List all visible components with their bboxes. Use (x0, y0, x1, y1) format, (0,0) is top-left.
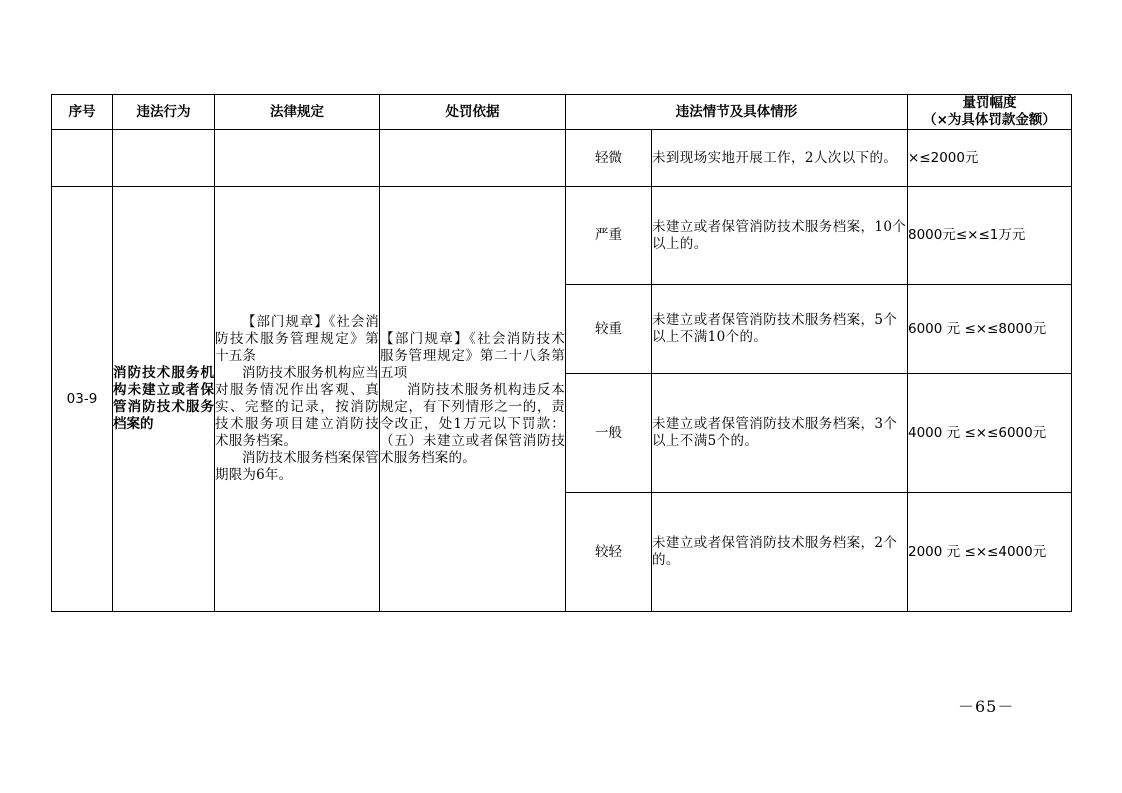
header-range (908, 95, 1072, 130)
item-code: 03-9 (52, 187, 113, 612)
table-row (52, 187, 1072, 285)
empty-cell (52, 130, 113, 187)
detail-cell: 未建立或者保管消防技术服务档案，3个以上不满5个的。 (652, 374, 908, 493)
law-paragraph: 消防技术服务档案保管期限为6年。 (215, 450, 379, 483)
violation-cell: 消防技术服务机构未建立或者保管消防技术服务档案的 (113, 187, 215, 612)
level-cell: 较重 (566, 285, 652, 374)
header-range-line1: 量罚幅度 (962, 95, 1017, 111)
amount-cell: 4000 元 ≤×≤6000元 (908, 374, 1072, 493)
detail-cell: 未建立或者保管消防技术服务档案，5个以上不满10个的。 (652, 285, 908, 374)
basis-paragraph: 【部门规章】《社会消防技术服务管理规定》第二十八条第五项 (380, 331, 565, 381)
page-number: －65－ (958, 697, 1015, 716)
header-range-line2: （×为具体罚款金额） (923, 112, 1056, 128)
header-seq: 序号 (52, 95, 113, 130)
level-cell: 较轻 (566, 493, 652, 612)
law-cell (215, 187, 380, 612)
empty-cell (380, 130, 566, 187)
table-header-row (52, 95, 1072, 130)
amount-cell: 8000元≤×≤1万元 (908, 187, 1072, 285)
penalty-table (51, 94, 1072, 612)
header-act: 违法行为 (113, 95, 215, 130)
law-paragraph: 消防技术服务机构应当对服务情况作出客观、真实、完整的记录，按消防技术服务项目建立消防技术服务档案。 (215, 365, 379, 449)
level-cell: 轻微 (566, 130, 652, 187)
amount-cell: 6000 元 ≤×≤8000元 (908, 285, 1072, 374)
level-cell: 严重 (566, 187, 652, 285)
table-row (52, 130, 1072, 187)
basis-cell (380, 187, 566, 612)
amount-cell: ×≤2000元 (908, 130, 1072, 187)
amount-cell: 2000 元 ≤×≤4000元 (908, 493, 1072, 612)
law-paragraph: 【部门规章】《社会消防技术服务管理规定》第十五条 (215, 314, 379, 364)
level-cell: 一般 (566, 374, 652, 493)
empty-cell (113, 130, 215, 187)
header-circumstance: 违法情节及具体情形 (566, 95, 908, 130)
empty-cell (215, 130, 380, 187)
detail-cell: 未建立或者保管消防技术服务档案，10个以上的。 (652, 187, 908, 285)
basis-paragraph: 消防技术服务机构违反本规定，有下列情形之一的，责令改正，处1万元以下罚款：（五）未建立或者保管消防技术服务档案的。 (380, 382, 565, 466)
header-law: 法律规定 (215, 95, 380, 130)
detail-cell: 未到现场实地开展工作，2人次以下的。 (652, 130, 908, 187)
header-basis: 处罚依据 (380, 95, 566, 130)
detail-cell: 未建立或者保管消防技术服务档案，2个的。 (652, 493, 908, 612)
